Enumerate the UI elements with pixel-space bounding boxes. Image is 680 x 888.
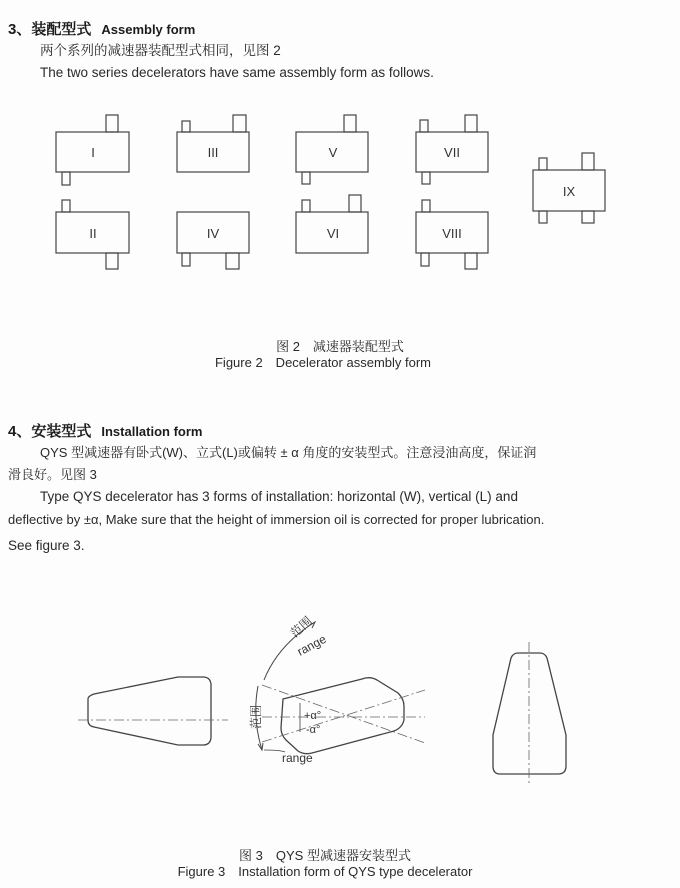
section-3-para-en: The two series decelerators have same assembly form as follows. [40, 65, 434, 80]
assembly-form-III [177, 115, 249, 172]
section-3-title-cn: 装配型式 [31, 21, 92, 38]
section-4-para-en-2: deflective by ±α, Make sure that the height of immersion oil is corrected for proper lubrication. [8, 512, 545, 527]
assembly-form-VI [296, 195, 368, 253]
minus-alpha-label: -α° [306, 724, 321, 736]
figure-2-diagram [0, 100, 680, 300]
section-4-para-en-1: Type QYS decelerator has 3 forms of installation: horizontal (W), vertical (L) and [40, 489, 518, 504]
label-I: I [91, 145, 95, 160]
section-4-para-en-3: See figure 3. [8, 538, 85, 553]
label-VI: VI [326, 226, 340, 241]
section-4-para-cn-2: 滑良好。见图 3 [8, 467, 97, 482]
label-IX: IX [562, 184, 576, 199]
section-4-heading [8, 420, 202, 441]
section-4-title-cn: 安装型式 [31, 423, 92, 440]
horizontal-reducer [78, 677, 228, 745]
section-4-title-en: Installation form [101, 424, 203, 439]
label-V: V [328, 145, 338, 160]
section-3-heading [8, 18, 195, 39]
section-3-title-en: Assembly form [101, 22, 196, 37]
figure-3-caption-cn: 图 3 QYS 型减速器安装型式 [239, 848, 411, 863]
section-3-number: 3、 [8, 21, 32, 38]
figure-2-caption-cn: 图 2 减速器装配型式 [276, 339, 404, 354]
plus-alpha-label: +α° [304, 710, 322, 722]
section-3-para-cn: 两个系列的减速器装配型式相同，见图 2 [40, 43, 281, 58]
label-II: II [89, 226, 97, 241]
range-cn-left: 范围 [249, 704, 263, 729]
range-en-bottom: range [282, 751, 313, 765]
range-cn-top: 范围 [287, 613, 315, 641]
section-4-number: 4、 [8, 423, 32, 440]
section-4-para-cn-1: QYS 型减速器有卧式(W)、立式(L)或偏转 ± α 角度的安装型式。注意浸油高度，保证润 [40, 445, 537, 460]
label-VIII: VIII [442, 226, 462, 241]
label-IV: IV [206, 226, 220, 241]
deflective-reducer [256, 622, 425, 754]
figure-3-caption-en: Figure 3 Installation form of QYS type decelerator [177, 864, 473, 879]
figure-2-caption-en: Figure 2 Decelerator assembly form [214, 355, 432, 370]
range-en-top: range [294, 631, 329, 659]
vertical-reducer [493, 642, 566, 786]
label-VII: VII [444, 145, 460, 160]
label-III: III [207, 145, 219, 160]
figure-3-diagram [0, 600, 680, 800]
